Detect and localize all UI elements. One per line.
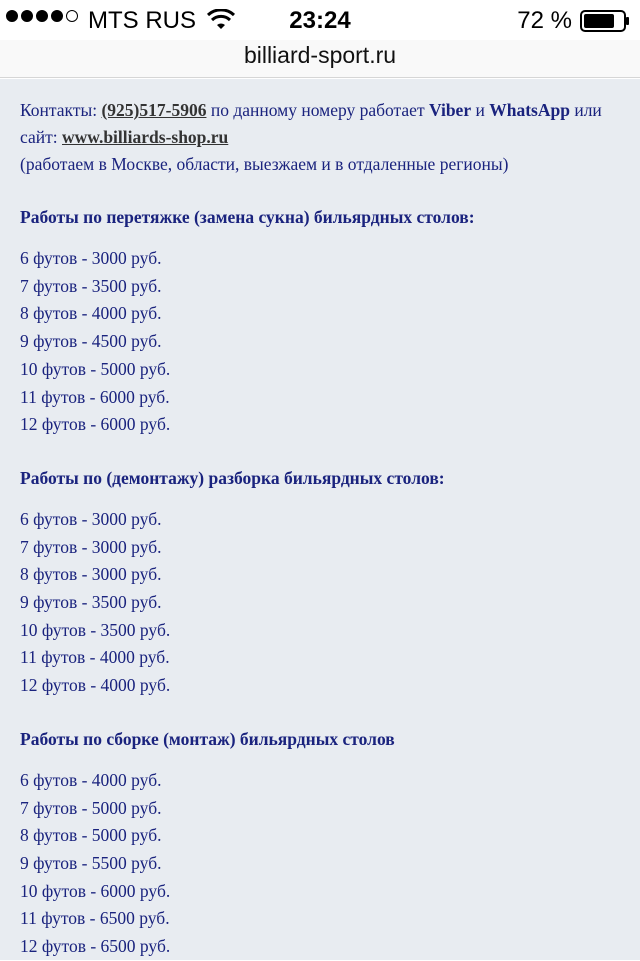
list-item: 12 футов - 4000 руб. <box>20 675 171 696</box>
address-bar[interactable] <box>0 40 640 78</box>
section-disassembly <box>20 465 628 700</box>
list-item: 6 футов - 4000 руб. <box>20 769 162 790</box>
list-item: 7 футов - 3500 руб. <box>20 275 162 296</box>
list-item: 9 футов - 4500 руб. <box>20 331 162 352</box>
section-recloth <box>20 204 628 439</box>
url-text: billiard-sport.ru <box>243 42 397 68</box>
phone-link[interactable]: (925)517-5906 <box>101 100 207 120</box>
site-link[interactable]: www.billiards-shop.ru <box>62 127 229 147</box>
list-item: 6 футов - 3000 руб. <box>20 248 162 268</box>
list-item: 10 футов - 3500 руб. <box>20 619 171 640</box>
viber-label: Viber <box>428 100 472 120</box>
page-content <box>0 79 640 960</box>
section-title: Работы по сборке (монтаж) бильярдных столов <box>20 728 395 749</box>
section-assembly <box>20 726 628 961</box>
list-item: 6 футов - 3000 руб. <box>20 508 162 529</box>
list-item: 10 футов - 6000 руб. <box>20 880 171 901</box>
list-item: 12 футов - 6000 руб. <box>20 414 171 435</box>
list-item: 12 футов - 6500 руб. <box>20 936 171 957</box>
contacts-block: Контакты: (925)517-5906 по данному номеру работает Viber и WhatsApp или сайт: www.billiards-shop.ru (работаем в Москве, области, выезжаем и в отдаленные регионы) <box>20 100 602 174</box>
list-item: 11 футов - 6500 руб. <box>20 908 170 929</box>
list-item: 8 футов - 4000 руб. <box>20 303 162 324</box>
clock: 23:24 <box>289 7 351 34</box>
list-item: 11 футов - 6000 руб. <box>20 386 170 407</box>
list-item: 7 футов - 3000 руб. <box>20 536 162 557</box>
price-list <box>20 245 628 439</box>
price-list <box>20 767 628 961</box>
region-note: (работаем в Москве, области, выезжаем и в отдаленные регионы) <box>20 154 509 174</box>
status-bar <box>0 0 640 40</box>
price-list <box>20 506 628 700</box>
battery-percentage: 72 % <box>517 7 572 34</box>
list-item: 9 футов - 5500 руб. <box>20 852 162 873</box>
section-title: Работы по (демонтажу) разборка бильярдных столов: <box>20 467 445 488</box>
list-item: 10 футов - 5000 руб. <box>20 358 171 379</box>
whatsapp-label: WhatsApp <box>489 100 570 120</box>
list-item: 8 футов - 5000 руб. <box>20 825 162 846</box>
list-item: 9 футов - 3500 руб. <box>20 592 162 613</box>
battery-icon <box>580 10 630 32</box>
list-item: 11 футов - 4000 руб. <box>20 647 170 668</box>
carrier-name: MTS RUS <box>88 7 196 34</box>
section-title: Работы по перетяжке (замена сукна) бильярдных столов: <box>20 207 475 227</box>
list-item: 8 футов - 3000 руб. <box>20 564 162 585</box>
list-item: 7 футов - 5000 руб. <box>20 797 162 818</box>
